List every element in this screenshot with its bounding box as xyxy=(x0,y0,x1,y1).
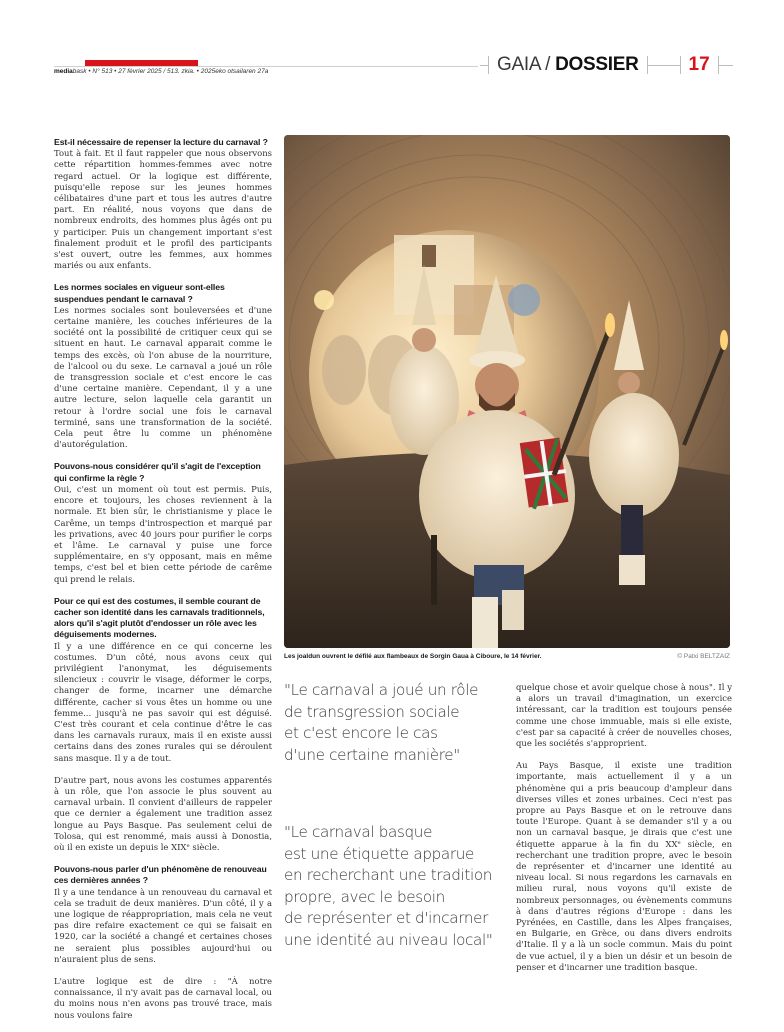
question-heading: Pouvons-nous considérer qu'il s'agit de l'exception qui confirme la règle ? xyxy=(54,461,261,483)
section-header xyxy=(480,52,733,78)
folio-line xyxy=(54,68,268,75)
question-heading: Les normes sociales en vigueur sont-elles suspendues pendant le carnaval ? xyxy=(54,282,225,304)
answer-paragraph: quelque chose et avoir quelque chose à nous". Il y a alors un travail d'imagination, un exercice intéressant, car la tradition est toujours pensée comme une chose immuable, mais si elle existe, c'est par sa capacité à créer de nouvelles choses, que les sociétés s'approprient. xyxy=(516,682,732,749)
answer-paragraph: Oui, c'est un moment où tout est permis. Puis, encore et toujours, les choses reviennent à la normale. Et bien sûr, le christianisme y place le Carême, un temps d'introspection et marqué par les privations, avec 40 jours pour purifier le corps et l'âme. Le carnaval y puise une force supplémentaire, en s'y opposant, mais en même temps, c'est bel et bien cette période de carême qui prend le relais. xyxy=(54,483,272,584)
carnival-photo xyxy=(284,135,730,648)
photo-illustration xyxy=(284,135,730,648)
question-heading: Pour ce qui est des costumes, il semble courant de cacher son identité dans les carnavals traditionnels, alors qu'il s'agit plutôt d'endosser un rôle avec les déguisements modernes. xyxy=(54,595,265,640)
interview-column-left xyxy=(54,137,272,1032)
pull-quote-line: "Le carnaval basque xyxy=(284,823,433,841)
answer-paragraph: Tout à fait. Et il faut rappeler que nous observons cette répartition hommes-femmes avec notre regard actuel. Or la logique est différente, puisqu'elle repose sur les jeunes hommes célibataires d'une part et tous les autres d'autre part. En réalité, nous voyons que dans de nombreux endroits, des hommes plus âgés ont pu y participer. Puis un changement important s'est finalement produit et le profil des participants s'est ouvert, outre les femmes, aux hommes mariés ou aux enfants. xyxy=(54,148,272,271)
issue-info: • N° 513 • 27 février 2025 / 513. zkia. • 2025eko otsailaren 27a xyxy=(86,68,269,75)
answer-paragraph: Les normes sociales sont bouleversées et d'une certaine manière, les couches inférieures de la société ont la possibilité de critiquer ceux qui se situent en haut. Le carnaval apparait comme le temps des excès, où l'on abuse de la nourriture, de l'alcool ou du sexe. Le carnaval a joué un rôle de transgression sociale et c'est encore le cas d'une certaine manière. Cependant, il y a une autre lecture, selon laquelle cela garantit un retour à l'ordre social une fois le carnaval terminé, sans une transformation de la société. Cela peut être lu comme un phénomène d'autorégulation. xyxy=(54,304,272,450)
page-number: 17 xyxy=(688,54,710,75)
answer-paragraph: Au Pays Basque, il existe une tradition importante, mais actuellement il y a un phénomène qui a pris beaucoup d'ampleur dans diverses villes et zones urbaines. Ceci n'est pas propre au Pays Basque et on le retrouve dans toute l'Europe. Quant à se demander s'il y a ou non un carnaval basque, je dirais que c'est une étiquette apparue à la fin du XXᵉ siècle, en recherchant une tradition propre, avec le besoin de représenter et d'incarner une identité au niveau local. Si nous regardons les carnavals en milieu rural, nous voyons qu'il existe de nombreux personnages, ou évènements communs à dans d'autres régions d'Europe : dans les Pyrénées, en Castille, dans les Alpes françaises, en Bulgarie, en Grèce, ou dans divers endroits d'Italie. Il y a là un socle commun. Mais du point de vue actuel, il y a bien un désir et un besoin de penser et d'incarner une tradition basque. xyxy=(516,760,732,972)
pull-quote-line: et c'est encore le cas xyxy=(284,724,438,742)
answer-paragraph: L'autre logique est de dire : "À notre connaissance, il n'y avait pas de carnaval local, ou du moins nous n'en avons pas trouvé trace, mais nous voulons faire xyxy=(54,976,272,1020)
street-light xyxy=(314,290,334,310)
question-heading: Pouvons-nous parler d'un phénomène de renouveau ces dernières années ? xyxy=(54,864,267,886)
pull-quote xyxy=(284,822,509,951)
pull-quote-line: une identité au niveau local" xyxy=(284,930,493,949)
divider xyxy=(719,65,733,66)
pull-quote xyxy=(284,680,509,766)
section-light: GAIA / xyxy=(497,54,556,75)
brand-rest: bask xyxy=(72,68,87,75)
divider xyxy=(480,65,488,66)
pull-quote-line: est une étiquette apparue xyxy=(284,844,475,863)
torch-flame xyxy=(720,330,728,350)
road-sign xyxy=(508,284,540,316)
brand-bold: media xyxy=(54,68,73,75)
pull-quote-line: de représenter et d'incarner xyxy=(284,909,489,927)
photo-caption: Les joaldun ouvrent le défilé aux flambeaux de Sorgin Gaua à Ciboure, le 14 février. xyxy=(284,653,542,660)
window xyxy=(422,245,436,267)
pull-quote-line: en recherchant une tradition xyxy=(284,866,493,884)
answer-paragraph: Il y a une tendance à un renouveau du carnaval et cela se traduit de deux manières. D'un côté, il y a une logique de réappropriation, mais cela ne veut pas dire refaire exactement ce qui se faisait en 1920, car la société a changé et certaines choses ne seraient plus possibles aujourd'hui ou n'auraient plus de sens. xyxy=(54,886,272,964)
interview-column-right xyxy=(516,682,732,984)
pull-quote-line: propre, avec le besoin xyxy=(284,887,445,906)
photo-caption-row xyxy=(284,653,730,660)
section-bold: DOSSIER xyxy=(555,54,639,75)
divider xyxy=(648,65,680,66)
pull-quote-line: de transgression sociale xyxy=(284,702,460,721)
photo-credit: © Patxi BELTZAIZ xyxy=(677,653,730,660)
pull-quote-line: d'une certaine manière" xyxy=(284,745,460,764)
section-title xyxy=(489,54,647,76)
header-rule xyxy=(54,66,478,67)
pull-quote-line: "Le carnaval a joué un rôle xyxy=(284,681,479,699)
question-heading: Est-il nécessaire de repenser la lecture du carnaval ? xyxy=(54,137,268,147)
answer-paragraph: Il y a une différence en ce qui concerne les costumes. D'un côté, nous avons ceux qui privilégient l'anonymat, les déguisements silencieux : couvrir le visage, déformer le corps, changer de forme, incarner une démarche différente, cacher si vous êtes un homme ou une femme... jusqu'à ne pas savoir qui est déguisé. C'est très courant et cela continue d'être le cas dans les carnavals ruraux, mais il en existe aussi certains dans des zones rurales qui se déroulent sans masque. Il y a de tout. xyxy=(54,640,272,763)
answer-paragraph: D'autre part, nous avons les costumes apparentés à un rôle, que l'on associe le plus souvent au carnaval urbain. Il convient d'ailleurs de rappeler que ce dernier a également une tradition assez longue au Pays Basque. Pas seulement celui de Tolosa, qui est renommé, mais aussi à Donostia, où il en existe un depuis le XIXᵉ siècle. xyxy=(54,774,272,852)
